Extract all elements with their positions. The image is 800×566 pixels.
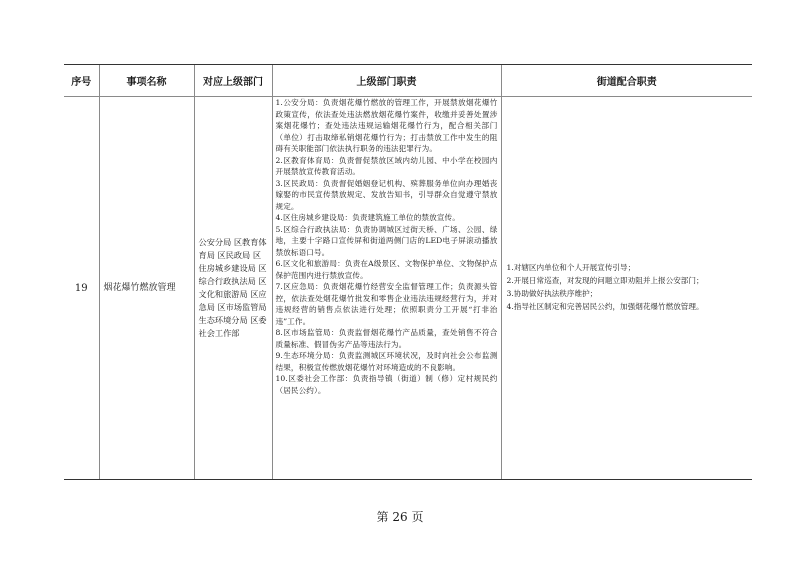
street-duty-item: 1.对辖区内单位和个人开展宣传引导；: [506, 263, 636, 273]
upper-duty-item: 6.区文化和旅游局：负责在A级景区、文物保护单位、文物保护点保护范围内进行禁放宣传。: [275, 259, 498, 280]
cell-item-name: 烟花爆竹燃放管理: [99, 97, 194, 480]
header-upper-department: 对应上级部门: [194, 65, 272, 97]
cell-seq: 19: [64, 97, 99, 480]
cell-upper-departments: 公安分局 区教育体育局 区民政局 区住房城乡建设局 区综合行政执法局 区文化和旅游局 区应急局 区市场监管局 生态环境分局 区委社会工作部: [194, 97, 272, 480]
upper-duty-item: 3.区民政局：负责督促婚姻登记机构、殡葬服务单位向办理婚丧嫁娶的市民宣传禁放规定、发放告知书，引导群众自觉遵守禁放规定。: [275, 178, 498, 211]
upper-duty-item: 10.区委社会工作部：负责指导镇（街道）制（修）定村规民约（居民公约）。: [275, 374, 498, 395]
duties-table: [64, 65, 752, 479]
page-number: 第 26 页: [376, 510, 424, 524]
upper-duty-item: 1.公安分局：负责烟花爆竹燃放的管理工作，开展禁放烟花爆竹政策宣传，依法查处违法燃放烟花爆竹案件，收缴并妥善处置涉案烟花爆竹；查处违法违规运输烟花爆竹行为，配合相关部门（单位）打击取缔私销烟花爆竹行为；打击禁放工作中发生的阻碍有关职能部门依法执行职务的违法犯罪行为。: [275, 98, 498, 153]
upper-duty-item: 2.区教育体育局：负责督促禁放区域内幼儿园、中小学在校园内开展禁放宣传教育活动。: [275, 155, 498, 176]
upper-duty-item: 4.区住房城乡建设局：负责建筑施工单位的禁放宣传。: [275, 213, 460, 222]
header-seq: 序号: [64, 65, 99, 97]
street-duty-item: 3.协助做好执法秩序维护；: [506, 289, 598, 298]
street-duty-item: 2.开展日常巡查，对发现的问题立即劝阻并上报公安部门；: [506, 276, 704, 286]
header-upper-duties: 上级部门职责: [272, 65, 501, 97]
table-bottom-rule: [64, 479, 752, 480]
upper-duty-item: 5.区综合行政执法局：负责协调城区过街天桥、广场、公园、绿地，主要十字路口宣传屏和街道两侧门店的LED电子屏滚动播放禁放标语口号。: [275, 224, 498, 257]
table-header-row: [64, 65, 752, 97]
table-row: [64, 97, 752, 480]
cell-street-duties: [501, 97, 752, 480]
upper-duty-item: 9.生态环境分局：负责监测城区环境状况，及时向社会公布监测结果，积极宣传燃放烟花爆竹对环境造成的不良影响。: [275, 351, 498, 372]
upper-duty-item: 7.区应急局：负责烟花爆竹经营安全监督管理工作；负责源头管控，依法查处烟花爆竹批发和零售企业违法违规经营行为，并对违规经营的销售点依法进行处理；依照职责分工开展“打非治违”工作。: [275, 282, 498, 326]
header-item-name: 事项名称: [99, 65, 194, 97]
header-street-duties: 街道配合职责: [501, 65, 752, 97]
street-duty-item: 4.指导社区制定和完善居民公约，加强烟花爆竹燃放管理。: [506, 301, 704, 311]
cell-upper-duties: [272, 97, 501, 480]
upper-duty-item: 8.区市场监管局：负责监督烟花爆竹产品质量，查处销售不符合质量标准、假冒伪劣产品等违法行为。: [275, 328, 498, 349]
